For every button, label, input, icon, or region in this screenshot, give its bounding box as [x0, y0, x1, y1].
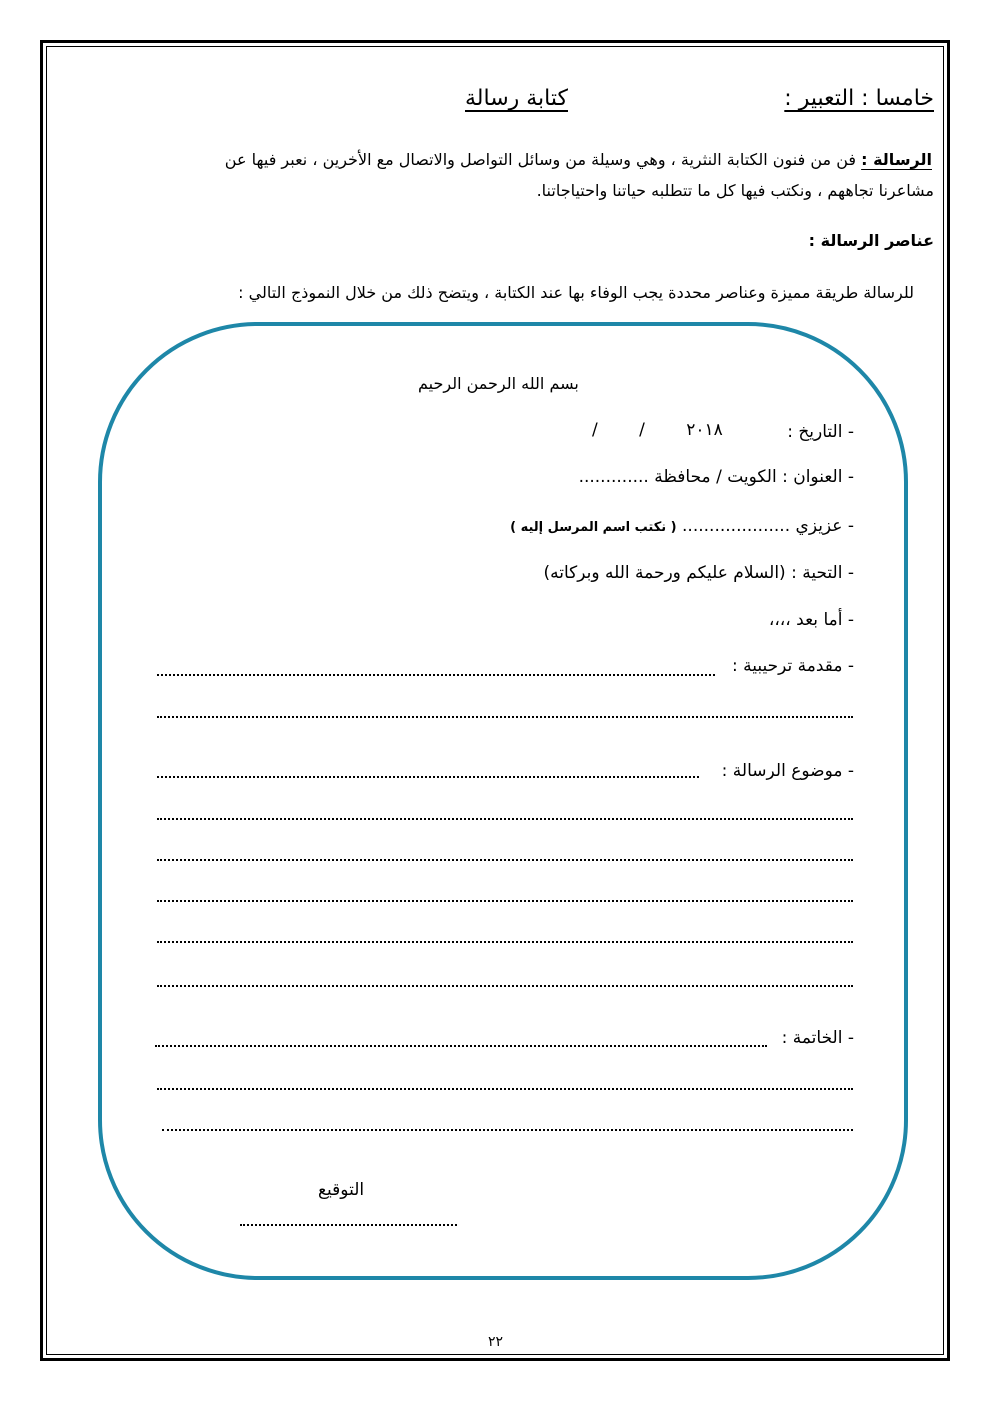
definition-term: الرسالة :: [861, 150, 932, 169]
page-number: ٢٢: [488, 1334, 504, 1350]
address-line: - العنوان : الكويت / محافظة .............: [578, 467, 854, 487]
recipient-label: - عزيزي ....................: [682, 516, 854, 536]
recipient-line: [510, 516, 854, 536]
subject-label: - موضوع الرسالة :: [721, 761, 854, 781]
subject-write-line-2[interactable]: [157, 818, 853, 820]
letter-template-frame: [98, 322, 908, 1280]
date-label: - التاريخ :: [787, 422, 854, 442]
date-value: / / ٢٠١٨: [592, 420, 723, 440]
closing-write-line-1[interactable]: [155, 1045, 767, 1047]
subject-write-line-1[interactable]: [157, 776, 699, 778]
intro-write-line-1[interactable]: [157, 674, 715, 676]
closing-write-line-3[interactable]: [162, 1129, 853, 1131]
intro-label: - مقدمة ترحيبية :: [731, 656, 854, 676]
greeting-line: - التحية : (السلام عليكم ورحمة الله وبركاته): [543, 563, 854, 583]
basmala: بسم الله الرحمن الرحيم: [418, 374, 579, 393]
subject-write-line-4[interactable]: [157, 900, 853, 902]
signature-write-line[interactable]: [240, 1224, 457, 1226]
definition-line-1: [225, 150, 932, 169]
section-heading: خامسا : التعبير :: [784, 86, 934, 111]
definition-line-2: مشاعرنا تجاههم ، ونكتب فيها كل ما تتطلبه حياتنا واحتياجاتنا.: [536, 181, 934, 200]
closing-write-line-2[interactable]: [157, 1088, 853, 1090]
definition-text-1: فن من فنون الكتابة النثرية ، وهي وسيلة من وسائل التواصل والاتصال مع الأخرين ، نعبر فيها عن: [224, 150, 857, 169]
closing-label: - الخاتمة :: [781, 1028, 854, 1048]
subject-write-line-6[interactable]: [157, 985, 853, 987]
transition-line: - أما بعد ،،،،: [768, 610, 854, 630]
elements-intro: للرسالة طريقة مميزة وعناصر محددة يجب الوفاء بها عند الكتابة ، ويتضح ذلك من خلال النموذج التالي :: [238, 283, 914, 302]
page-title: كتابة رسالة: [465, 86, 568, 111]
elements-heading: عناصر الرسالة :: [808, 231, 934, 250]
subject-write-line-3[interactable]: [157, 859, 853, 861]
recipient-hint: ( نكتب اسم المرسل إليه ): [510, 520, 677, 535]
date-line: [787, 422, 854, 442]
subject-write-line-5[interactable]: [157, 941, 853, 943]
intro-write-line-2[interactable]: [157, 716, 853, 718]
signature-label: التوقيع: [318, 1180, 365, 1200]
